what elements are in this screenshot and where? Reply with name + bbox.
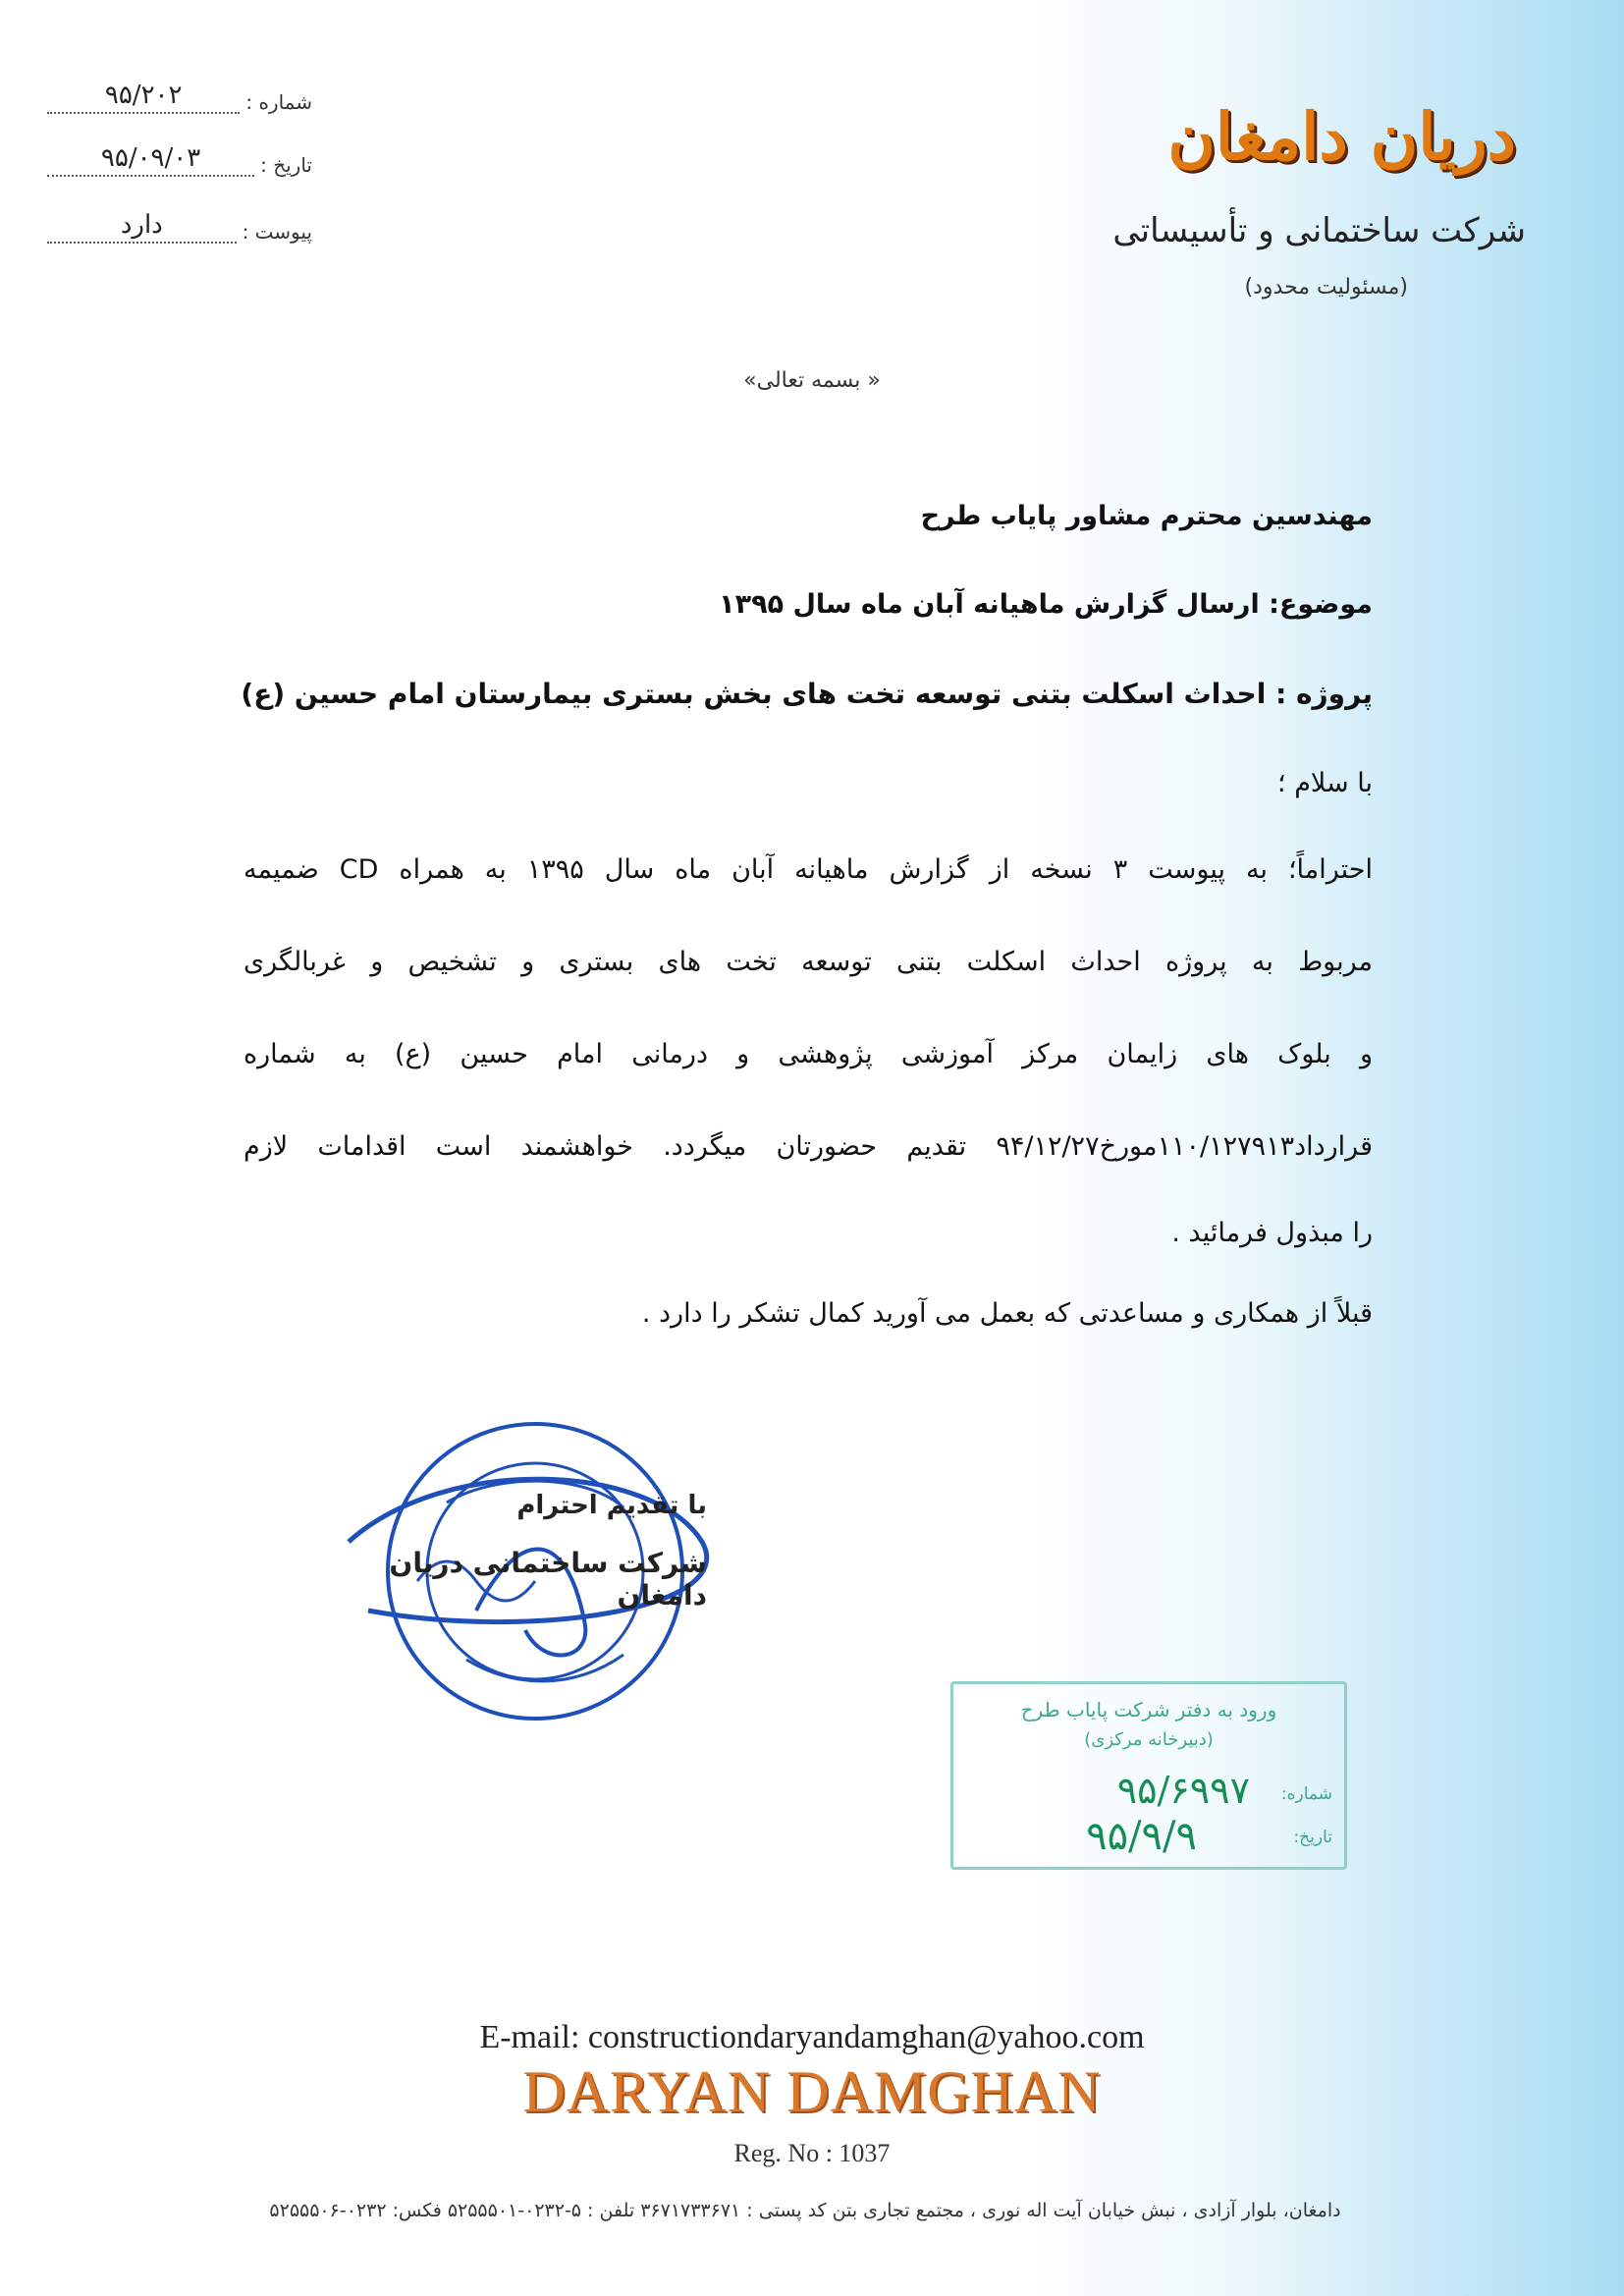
closing-line: قبلاً از همکاری و مساعدتی که بعمل می آورید کمال تشکر را دارد . (641, 1298, 1373, 1329)
letter-number-label: شماره : (245, 90, 312, 114)
invocation: « بسمه تعالی» (743, 368, 881, 393)
footer-registration: Reg. No : 1037 (733, 2139, 891, 2167)
letter-attachment-row (47, 210, 312, 244)
footer-brand: DARYAN DAMGHAN (522, 2059, 1102, 2124)
receipt-stamp-subtitle: (دبیرخانه مرکزی) (1084, 1729, 1214, 1750)
letter-date-label: تاریخ : (260, 153, 312, 177)
project-line: پروژه : احداث اسکلت بتنی توسعه تخت های بخش بستری بیمارستان امام حسین (ع) (241, 678, 1373, 710)
letter-number-row (47, 81, 312, 114)
company-type: (مسئولیت محدود) (1244, 275, 1408, 300)
receipt-stamp-title: ورود به دفتر شرکت پایاب طرح (1020, 1698, 1277, 1722)
footer-address: دامغان، بلوار آزادی ، نبش خیابان آیت اله نوری ، مجتمع تجاری بتن کد پستی : ۳۶۷۱۷۳۳۶۷۱ تلفن : ۵-۰۲۳۲-۵۲۵۵۵۰۱ فکس: ۰۲۳۲-۵۲۵۵۵۰۶ (269, 2200, 1341, 2221)
letter-date-row (47, 143, 312, 177)
body-line-4: قرارداد۱۱۰/۱۲۷۹۱۳مورخ۹۴/۱۲/۲۷ تقدیم حضورتان میگردد. خواهشمند است اقدامات لازم (244, 1131, 1373, 1162)
letter-date-value: ۹۵/۰۹/۰۳ (47, 143, 254, 177)
receipt-stamp (950, 1681, 1347, 1870)
signature-company: شرکت ساختمانی دریان دامغان (389, 1547, 707, 1612)
signature-regards: با تقدیم احترام (516, 1491, 707, 1520)
body-line-5: را مبذول فرمائید . (1171, 1218, 1373, 1248)
body-line-2: مربوط به پروژه احداث اسکلت بتنی توسعه تخت های بستری و تشخیص و غربالگری (244, 947, 1373, 977)
greeting-line: با سلام ؛ (1277, 768, 1373, 798)
letter-attachment-label: پیوست : (242, 220, 312, 244)
company-subtitle: شرکت ساختمانی و تأسیساتی (1112, 211, 1526, 250)
body-line-3: و بلوک های زایمان مرکز آموزشی پژوهشی و درمانی امام حسین (ع) به شماره (244, 1039, 1373, 1069)
footer-email: E-mail: constructiondaryandamghan@yahoo.com (479, 2019, 1145, 2055)
letter-number-value: ۹۵/۲۰۲ (47, 81, 240, 114)
letter-attachment-value: دارد (47, 210, 237, 244)
receipt-date-label: تاریخ: (1293, 1828, 1332, 1847)
body-line-1: احتراماً؛ به پیوست ۳ نسخه از گزارش ماهیانه آبان ماه سال ۱۳۹۵ به همراه CD ضمیمه (244, 854, 1373, 885)
receipt-number-value: ۹۵/۶۹۹۷ (1116, 1769, 1250, 1812)
subject-line: موضوع: ارسال گزارش ماهیانه آبان ماه سال ۱۳۹۵ (719, 589, 1373, 620)
company-logo-name: دریان دامغان (1167, 98, 1516, 175)
recipient-line: مهندسین محترم مشاور پایاب طرح (920, 501, 1373, 531)
receipt-number-label: شماره: (1280, 1784, 1332, 1804)
receipt-date-value: ۹۵/۹/۹ (1086, 1814, 1197, 1859)
